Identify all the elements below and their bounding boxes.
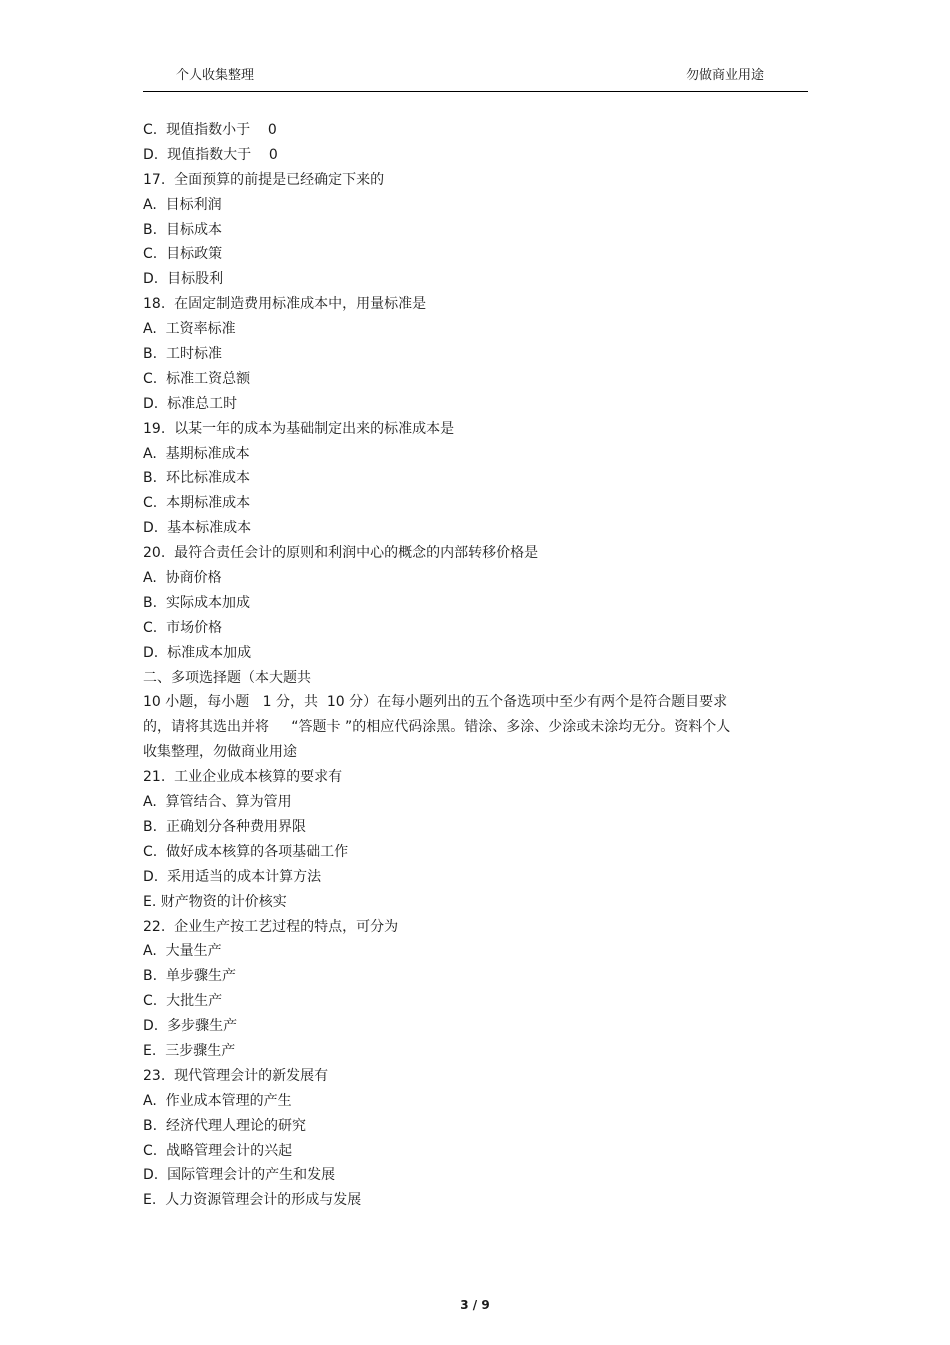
- option-line: C. 标准工资总额: [143, 370, 251, 387]
- option-line: D. 标准总工时: [143, 395, 238, 412]
- question-23: 23. 现代管理会计的新发展有: [143, 1067, 329, 1084]
- option-line: E. 人力资源管理会计的形成与发展: [143, 1192, 362, 1209]
- option-line: B. 环比标准成本: [143, 470, 250, 487]
- text-line: C. 现值指数小于 0: [143, 122, 277, 138]
- question-20: 20. 最符合责任会计的原则和利润中心的概念的内部转移价格是: [143, 545, 539, 562]
- option-line: B. 工时标准: [143, 346, 222, 363]
- option-line: A. 工资率标准: [143, 321, 236, 338]
- option-line: B. 实际成本加成: [143, 594, 250, 611]
- question-19: 19. 以某一年的成本为基础制定出来的标准成本是: [143, 420, 455, 437]
- option-line: D. 标准成本加成: [143, 644, 252, 661]
- question-21: 21. 工业企业成本核算的要求有: [143, 769, 343, 786]
- option-line: B. 经济代理人理论的研究: [143, 1117, 306, 1134]
- option-line: A. 大量生产: [143, 943, 222, 960]
- text-line: D. 现值指数大于 0: [143, 146, 278, 163]
- option-line: E. 财产物资的计价核实: [143, 893, 287, 910]
- option-line: A. 作业成本管理的产生: [143, 1092, 292, 1109]
- section-heading: 二、多项选择题（本大题共: [143, 669, 311, 686]
- option-line: A. 算管结合、算为管用: [143, 794, 292, 811]
- option-line: D. 采用适当的成本计算方法: [143, 868, 322, 885]
- question-22: 22. 企业生产按工艺过程的特点，可分为: [143, 918, 399, 935]
- option-line: A. 协商价格: [143, 570, 222, 587]
- option-line: B. 正确划分各种费用界限: [143, 818, 306, 835]
- option-line: C. 市场价格: [143, 619, 223, 636]
- option-line: D. 目标股利: [143, 271, 224, 288]
- option-line: B. 目标成本: [143, 221, 222, 238]
- option-line: D. 多步骤生产: [143, 1018, 238, 1035]
- page-number: 3 / 9: [460, 1298, 490, 1312]
- option-line: D. 基本标准成本: [143, 520, 252, 537]
- instruction-line: 的，请将其选出并将 “答题卡 ”的相应代码涂黑。错涂、多涂、少涂或未涂均无分。资料个人: [143, 719, 731, 736]
- option-line: C. 做好成本核算的各项基础工作: [143, 843, 349, 860]
- header-right-text: 勿做商业用途: [685, 68, 764, 83]
- question-18: 18. 在固定制造费用标准成本中，用量标准是: [143, 296, 427, 313]
- header-left-text: 个人收集整理: [176, 68, 255, 83]
- option-line: C. 战略管理会计的兴起: [143, 1142, 293, 1159]
- document-body: [143, 118, 783, 1213]
- question-17: 17. 全面预算的前提是已经确定下来的: [143, 171, 385, 188]
- option-line: C. 大批生产: [143, 993, 223, 1010]
- option-line: C. 目标政策: [143, 246, 223, 263]
- header-rule: [143, 91, 808, 92]
- option-line: D. 国际管理会计的产生和发展: [143, 1167, 336, 1184]
- instruction-line: 收集整理，勿做商业用途: [143, 744, 297, 761]
- option-line: C. 本期标准成本: [143, 495, 251, 512]
- option-line: B. 单步骤生产: [143, 968, 236, 985]
- option-line: A. 目标利润: [143, 196, 222, 213]
- option-line: E. 三步骤生产: [143, 1042, 236, 1059]
- option-line: A. 基期标准成本: [143, 445, 250, 462]
- instruction-line: 10 小题，每小题 1 分，共 10 分）在每小题列出的五个备选项中至少有两个是符合题目要求: [143, 694, 728, 711]
